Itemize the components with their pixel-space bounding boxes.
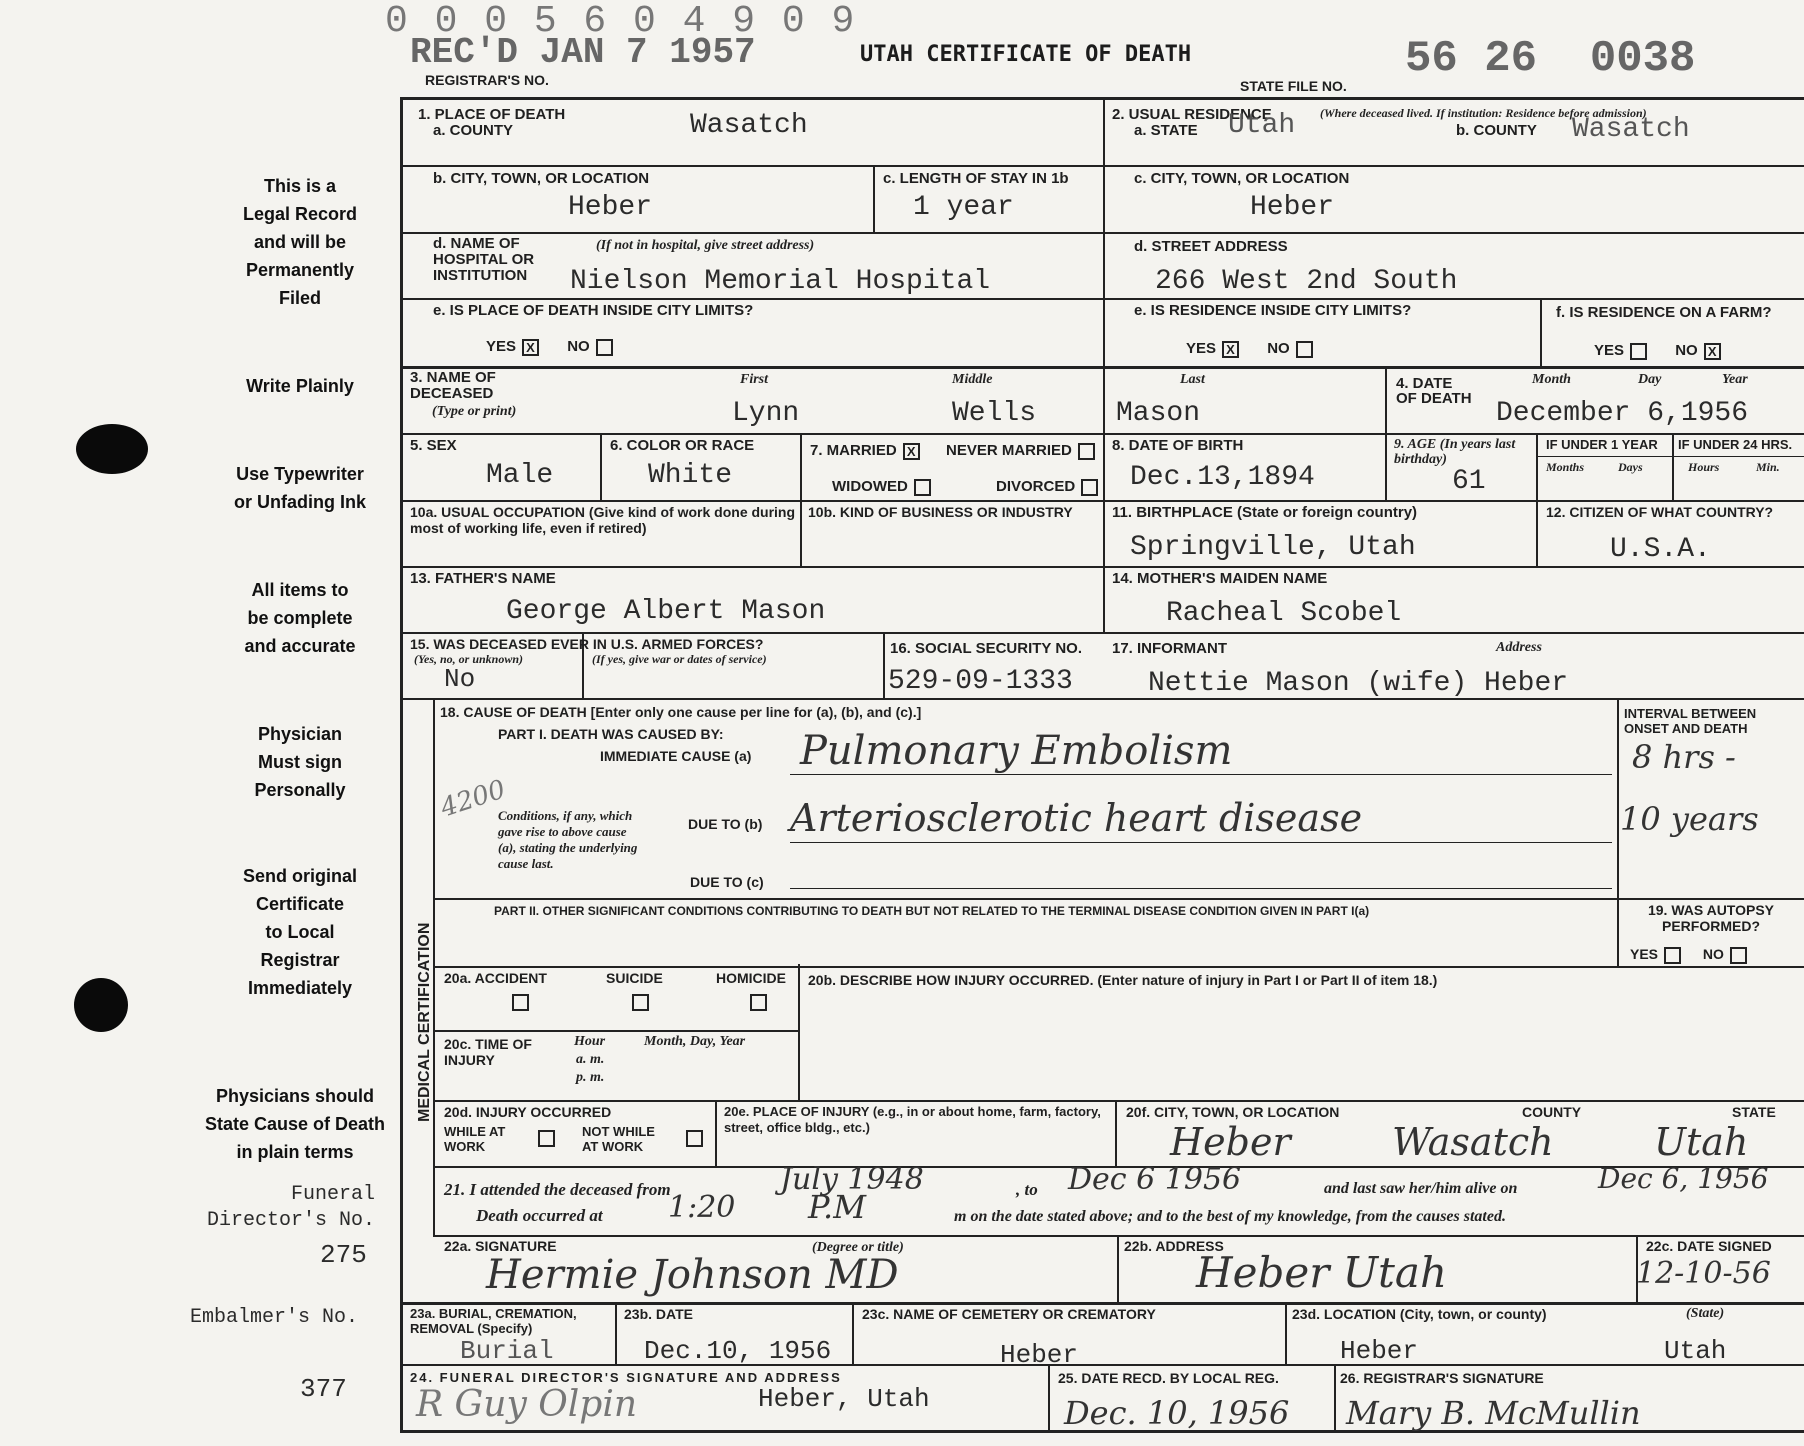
never-married-label: NEVER MARRIED	[946, 442, 1072, 459]
month-day-year-label: Month, Day, Year	[644, 1034, 746, 1049]
interval-label: INTERVAL BETWEEN ONSET AND DEATH	[1624, 706, 1757, 736]
cause-b-line	[790, 842, 1612, 843]
month-label: Month	[1532, 372, 1571, 387]
received-stamp: REC'D JAN 7 1957	[410, 32, 756, 73]
informant-value: Nettie Mason (wife) Heber	[1148, 668, 1569, 699]
grid-line	[1536, 433, 1538, 500]
place-city-value: Heber	[568, 192, 653, 223]
place-city-label: b. CITY, TOWN, OR LOCATION	[433, 170, 650, 187]
sidebar-physician-note	[205, 720, 395, 804]
armed-note-1: (Yes, no, or unknown)	[414, 652, 524, 666]
farm-checkboxes	[1594, 342, 1721, 360]
injury-county-label: COUNTY	[1522, 1104, 1582, 1120]
grid-line	[1536, 456, 1804, 457]
state-file-label: STATE FILE NO.	[1240, 78, 1347, 94]
date-of-death-value: December 6,1956	[1496, 398, 1749, 429]
occupation-label: 10a. USUAL OCCUPATION (Give kind of work done during most of working life, even if retired)	[410, 504, 796, 536]
hours-label: Hours	[1688, 460, 1720, 474]
date-received-value: Dec. 10, 1956	[1064, 1394, 1290, 1432]
widowed-label: WIDOWED	[832, 478, 908, 495]
sidebar-complete-note	[205, 576, 395, 660]
embalmer-label: Embalmer's No.	[190, 1306, 359, 1329]
residence-inside-no-checkbox[interactable]	[1296, 341, 1313, 358]
months-label: Months	[1546, 460, 1585, 474]
farm-label: f. IS RESIDENCE ON A FARM?	[1556, 304, 1772, 321]
autopsy-checkboxes	[1630, 946, 1747, 964]
ssn-value: 529-09-1333	[888, 666, 1073, 697]
sidebar-text: Funeral	[290, 1183, 375, 1206]
burial-date-label: 23b. DATE	[624, 1306, 693, 1322]
yes-label: YES	[1594, 342, 1625, 359]
place-county-value: Wasatch	[690, 110, 808, 141]
date-received-label: 25. DATE RECD. BY LOCAL REG.	[1058, 1370, 1279, 1386]
type-or-print-note: (Type or print)	[432, 404, 517, 419]
farm-no-checkbox[interactable]: X	[1704, 343, 1721, 360]
last-name-label: Last	[1180, 372, 1205, 387]
sidebar-text: Filed	[278, 288, 321, 308]
degree-title-label: (Degree or title)	[812, 1240, 904, 1255]
informant-label: 17. INFORMANT	[1112, 640, 1228, 657]
grid-line	[798, 966, 800, 1100]
registrar-signature: Mary B. McMullin	[1346, 1394, 1641, 1432]
residence-state-value: Utah	[1228, 110, 1296, 141]
while-at-work-label: WHILE AT WORK	[444, 1124, 506, 1154]
no-label: NO	[1702, 946, 1724, 962]
sidebar-plain-terms-note	[190, 1082, 400, 1166]
sidebar-typewriter-note	[205, 460, 395, 516]
interval-a-value: 8 hrs -	[1632, 738, 1736, 776]
grid-line	[715, 1100, 717, 1166]
sidebar-text: This is a	[263, 176, 337, 196]
street-address-label: d. STREET ADDRESS	[1134, 238, 1288, 255]
not-while-at-work	[582, 1124, 672, 1154]
residence-inside-city-label: e. IS RESIDENCE INSIDE CITY LIMITS?	[1134, 302, 1412, 319]
inside-city-yes-checkbox[interactable]: X	[522, 339, 539, 356]
sidebar-legal-note	[205, 172, 395, 312]
married-label: 7. MARRIED	[810, 442, 897, 459]
race-value: White	[648, 460, 733, 491]
never-married-checkbox[interactable]	[1078, 443, 1095, 460]
certificate-title: UTAH CERTIFICATE OF DEATH	[860, 42, 1192, 67]
residence-city-label: c. CITY, TOWN, OR LOCATION	[1134, 170, 1350, 187]
injury-describe-label: 20b. DESCRIBE HOW INJURY OCCURRED. (Enter nature of injury in Part I or Part II of item 18.)	[808, 972, 1438, 988]
under-24-hrs-label: IF UNDER 24 HRS.	[1678, 437, 1793, 452]
punch-hole-bottom	[74, 978, 128, 1032]
middle-name-label: Middle	[952, 372, 993, 387]
state-file-number: 56 26 0038	[1405, 34, 1696, 84]
sidebar-text: Certificate	[255, 894, 345, 914]
funeral-director-number: 275	[320, 1240, 367, 1270]
injury-county-value: Wasatch	[1392, 1120, 1554, 1164]
diagnosis-code: 4200	[436, 774, 510, 824]
immediate-cause-label: IMMEDIATE CAUSE (a)	[600, 748, 752, 764]
cause-c-line	[790, 888, 1612, 889]
physician-address-label: 22b. ADDRESS	[1124, 1238, 1224, 1254]
citizen-value: U.S.A.	[1610, 534, 1711, 565]
am-label: a. m.	[576, 1052, 605, 1067]
farm-yes-checkbox[interactable]	[1630, 343, 1647, 360]
part-one-label: PART I. DEATH WAS CAUSED BY:	[498, 726, 724, 742]
sidebar-text: All items to	[251, 580, 349, 600]
married-checkbox[interactable]: X	[903, 443, 920, 460]
sidebar-text: in plain terms	[236, 1142, 354, 1162]
injury-occurred-label: 20d. INJURY OCCURRED	[444, 1104, 612, 1120]
sidebar-write-plainly: Write Plainly	[246, 376, 354, 396]
hospital-note: (If not in hospital, give street address)	[596, 238, 815, 253]
no-label: NO	[1267, 340, 1290, 357]
inside-city-label: e. IS PLACE OF DEATH INSIDE CITY LIMITS?	[433, 302, 754, 319]
no-label: NO	[567, 338, 590, 355]
age-value: 61	[1452, 466, 1486, 497]
sidebar-text: State Cause of Death	[204, 1114, 386, 1134]
sidebar-text: Physicians should	[215, 1086, 375, 1106]
last-saw-label: and last saw her/him alive on	[1324, 1180, 1518, 1197]
last-saw-date-value: Dec 6, 1956	[1598, 1162, 1769, 1195]
mother-name-label: 14. MOTHER'S MAIDEN NAME	[1112, 570, 1328, 587]
punch-hole-top	[76, 424, 148, 474]
marital-widowed	[832, 478, 931, 496]
not-while-at-work-label: NOT WHILE AT WORK	[582, 1124, 655, 1154]
place-of-injury-label: 20e. PLACE OF INJURY (e.g., in or about home, farm, factory, street, office bldg., etc.)	[724, 1104, 1101, 1135]
armed-note-2: (If yes, give war or dates of service)	[592, 652, 767, 666]
first-name-value: Lynn	[732, 398, 800, 429]
minutes-label: Min.	[1756, 460, 1780, 474]
sidebar-text: to Local	[265, 922, 335, 942]
yes-label: YES	[1186, 340, 1217, 357]
suicide-label: SUICIDE	[606, 970, 663, 986]
date-of-death-label: 4. DATE OF DEATH	[1396, 375, 1472, 407]
accident-label: 20a. ACCIDENT	[444, 970, 547, 986]
armed-forces-value: No	[444, 664, 476, 694]
marital-never	[946, 442, 1095, 460]
attended-label: 21. I attended the deceased from	[444, 1180, 671, 1199]
race-label: 6. COLOR OR RACE	[610, 437, 755, 454]
due-to-b-value: Arteriosclerotic heart disease	[790, 796, 1363, 840]
year-label: Year	[1722, 372, 1748, 387]
grid-line	[1617, 898, 1619, 968]
residence-note: (Where deceased lived. If institution: Residence before admission)	[1320, 106, 1647, 120]
funeral-director-signature: R Guy Olpin	[416, 1384, 638, 1425]
due-to-b-label: DUE TO (b)	[688, 816, 763, 832]
hour-label: Hour	[574, 1034, 606, 1049]
burial-type-label: 23a. BURIAL, CREMATION, REMOVAL (Specify)	[410, 1306, 577, 1336]
interval-b-value: 10 years	[1620, 800, 1759, 838]
immediate-cause-value: Pulmonary Embolism	[800, 728, 1233, 774]
father-name-value: George Albert Mason	[506, 596, 826, 627]
injury-city-value: Heber	[1170, 1120, 1291, 1164]
street-address-value: 266 West 2nd South	[1155, 266, 1458, 297]
attestation-statement: m on the date stated above; and to the best of my knowledge, from the causes stated.	[954, 1208, 1506, 1225]
injury-state-label: STATE	[1732, 1104, 1776, 1120]
registrar-number-stamp: 0 0 0 5 6 0 4 9 0 9	[385, 0, 857, 43]
injury-city-label: 20f. CITY, TOWN, OR LOCATION	[1126, 1104, 1340, 1120]
deceased-name-label: 3. NAME OF DECEASED	[410, 369, 496, 402]
hospital-value: Nielson Memorial Hospital	[570, 266, 991, 297]
armed-forces-label: 15. WAS DECEASED EVER IN U.S. ARMED FORCES?	[410, 636, 764, 652]
sidebar-text: Physician	[257, 724, 343, 744]
not-while-at-work-checkbox[interactable]	[686, 1130, 703, 1147]
cemetery-label: 23c. NAME OF CEMETERY OR CREMATORY	[862, 1306, 1156, 1322]
age-label: 9. AGE (In years last birthday)	[1394, 437, 1516, 467]
inside-city-checkboxes	[486, 338, 613, 356]
grid-line	[1103, 433, 1105, 500]
marital-married	[810, 442, 920, 460]
residence-county-value: Wasatch	[1572, 114, 1690, 145]
sidebar-text: or Unfading Ink	[234, 492, 366, 512]
suicide-checkbox[interactable]	[632, 994, 649, 1011]
birthplace-value: Springville, Utah	[1130, 532, 1416, 563]
residence-state-label: a. STATE	[1134, 122, 1198, 139]
pm-label: p. m.	[576, 1070, 605, 1085]
funeral-director-label	[190, 1182, 375, 1234]
place-of-death-label: 1. PLACE OF DEATH	[418, 106, 566, 123]
residence-city-value: Heber	[1250, 192, 1335, 223]
attended-to-value: Dec 6 1956	[1068, 1162, 1242, 1197]
while-at-work-checkbox[interactable]	[538, 1130, 555, 1147]
time-of-injury-label: 20c. TIME OF INJURY	[444, 1036, 532, 1068]
physician-address-value: Heber Utah	[1196, 1248, 1448, 1297]
grid-line	[433, 966, 1804, 968]
yes-label: YES	[486, 338, 517, 355]
business-label: 10b. KIND OF BUSINESS OR INDUSTRY	[808, 504, 1073, 520]
no-label: NO	[1675, 342, 1698, 359]
due-to-c-label: DUE TO (c)	[690, 874, 764, 890]
informant-address-label: Address	[1496, 640, 1542, 655]
cause-of-death-label: 18. CAUSE OF DEATH [Enter only one cause per line for (a), (b), and (c).]	[440, 704, 922, 720]
attended-from-value: July 1948	[780, 1162, 924, 1197]
death-occurred-label: Death occurred at	[476, 1206, 603, 1225]
residence-inside-checkboxes	[1186, 340, 1313, 358]
sidebar-text: Immediately	[247, 978, 353, 998]
cause-a-line	[790, 774, 1612, 775]
funeral-director-signature-label: 24. FUNERAL DIRECTOR'S SIGNATURE AND ADDRESS	[410, 1370, 842, 1385]
burial-date-value: Dec.10, 1956	[644, 1336, 832, 1366]
sidebar-text: and will be	[253, 232, 346, 252]
accident-checkbox[interactable]	[512, 994, 529, 1011]
death-time-value: 1:20	[668, 1190, 736, 1225]
physician-signature: Hermie Johnson MD	[486, 1252, 899, 1298]
length-of-stay-label: c. LENGTH OF STAY IN 1b	[883, 170, 1069, 187]
sidebar-text: Legal Record	[242, 204, 358, 224]
embalmer-number: 377	[300, 1374, 347, 1404]
sidebar-send-note	[205, 862, 395, 1002]
burial-type-value: Burial	[460, 1336, 554, 1366]
usual-residence-label: 2. USUAL RESIDENCE	[1112, 106, 1272, 123]
death-time-meridiem: P.M	[808, 1188, 866, 1226]
burial-state-label: (State)	[1686, 1306, 1725, 1321]
autopsy-no-checkbox[interactable]	[1730, 947, 1747, 964]
autopsy-yes-checkbox[interactable]	[1664, 947, 1681, 964]
inside-city-no-checkbox[interactable]	[596, 339, 613, 356]
sidebar-text: Use Typewriter	[236, 464, 364, 484]
funeral-director-address: Heber, Utah	[758, 1384, 930, 1414]
middle-name-value: Wells	[952, 398, 1037, 429]
divorced-checkbox[interactable]	[1081, 479, 1098, 496]
widowed-checkbox[interactable]	[914, 479, 931, 496]
citizen-label: 12. CITIZEN OF WHAT COUNTRY?	[1546, 504, 1774, 520]
date-of-birth-label: 8. DATE OF BIRTH	[1112, 437, 1244, 454]
burial-location-label: 23d. LOCATION (City, town, or county)	[1292, 1306, 1547, 1322]
date-signed-value: 12-10-56	[1636, 1256, 1771, 1291]
date-of-birth-value: Dec.13,1894	[1130, 462, 1315, 493]
registrar-signature-label: 26. REGISTRAR'S SIGNATURE	[1340, 1370, 1544, 1386]
last-name-value: Mason	[1116, 398, 1201, 429]
signature-label: 22a. SIGNATURE	[444, 1238, 557, 1254]
residence-county-label: b. COUNTY	[1456, 122, 1537, 139]
yes-label: YES	[1630, 946, 1659, 962]
sidebar-text: Permanently	[245, 260, 355, 280]
sidebar-text: Director's No.	[206, 1209, 375, 1232]
part-two-label: PART II. OTHER SIGNIFICANT CONDITIONS CONTRIBUTING TO DEATH BUT NOT RELATED TO THE TERMINAL DISEASE CONDITION GIVEN IN PART I(a)	[494, 904, 1370, 918]
sidebar-text: Must sign	[258, 752, 342, 772]
burial-state-value: Utah	[1664, 1336, 1727, 1366]
attended-to-label: , to	[1016, 1180, 1038, 1199]
divorced-label: DIVORCED	[996, 478, 1076, 495]
cemetery-value: Heber	[1000, 1340, 1079, 1370]
sex-value: Male	[486, 460, 554, 491]
homicide-checkbox[interactable]	[750, 994, 767, 1011]
sidebar-text: Personally	[254, 780, 346, 800]
under-1-year-label: IF UNDER 1 YEAR	[1546, 437, 1658, 452]
birthplace-label: 11. BIRTHPLACE (State or foreign country)	[1112, 504, 1418, 521]
residence-inside-yes-checkbox[interactable]: X	[1222, 341, 1239, 358]
homicide-label: HOMICIDE	[716, 970, 786, 986]
sex-label: 5. SEX	[410, 437, 457, 454]
day-label: Day	[1638, 372, 1662, 387]
marital-divorced	[996, 478, 1098, 496]
father-name-label: 13. FATHER'S NAME	[410, 570, 556, 587]
days-label: Days	[1618, 460, 1643, 474]
medical-certification-label: MEDICAL CERTIFICATION	[416, 922, 433, 1122]
ssn-label: 16. SOCIAL SECURITY NO.	[890, 640, 1082, 657]
sidebar-text: Registrar	[260, 950, 340, 970]
first-name-label: First	[740, 372, 769, 387]
autopsy-label: 19. WAS AUTOPSY PERFORMED?	[1647, 902, 1775, 934]
county-label: a. COUNTY	[433, 122, 514, 139]
sidebar-text: be complete	[247, 608, 353, 628]
sidebar-text: and accurate	[244, 636, 356, 656]
sidebar-text: Send original	[242, 866, 357, 886]
date-signed-label: 22c. DATE SIGNED	[1646, 1238, 1772, 1254]
hospital-label: d. NAME OF HOSPITAL OR INSTITUTION	[433, 235, 535, 284]
mother-name-value: Racheal Scobel	[1166, 598, 1402, 629]
registrar-no-label: REGISTRAR'S NO.	[425, 72, 549, 88]
injury-state-value: Utah	[1654, 1120, 1749, 1164]
burial-location-value: Heber	[1340, 1336, 1419, 1366]
length-of-stay-value: 1 year	[913, 192, 1014, 223]
while-at-work	[444, 1124, 524, 1154]
conditions-note: Conditions, if any, which gave rise to above cause (a), stating the underlying cause last.	[498, 808, 638, 871]
